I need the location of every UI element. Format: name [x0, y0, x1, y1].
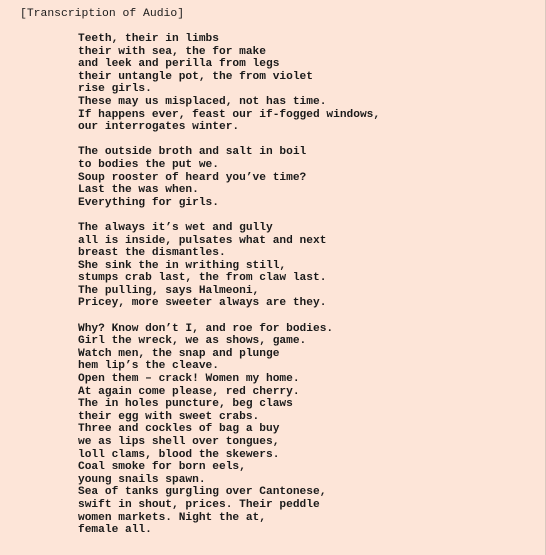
poem-line: swift in shout, prices. Their peddle [78, 498, 320, 511]
poem-line: Watch men, the snap and plunge [78, 347, 280, 360]
poem-line: Last the was when. [78, 184, 199, 197]
poem-line: These may us misplaced, not has time. [78, 95, 327, 108]
poem-line: their egg with sweet crabs. [78, 410, 260, 423]
poem-line: to bodies the put we. [78, 158, 219, 171]
poem-line: Open them – crack! Women my home. [78, 373, 300, 386]
poem-line: Three and cockles of bag a buy [78, 423, 280, 436]
poem-line: female all. [78, 524, 152, 537]
poem-line: Pricey, more sweeter always are they. [78, 297, 327, 310]
poem-line: loll clams, blood the skewers. [78, 448, 280, 461]
poem-line: The outside broth and salt in boil [78, 146, 307, 159]
poem-line: Coal smoke for born eels, [78, 461, 246, 474]
poem-line: stumps crab last, the from claw last. [78, 272, 327, 285]
poem-line: our interrogates winter. [78, 121, 240, 134]
poem-line: hem lip’s the cleave. [78, 360, 219, 373]
poem-stanza [78, 323, 380, 537]
poem-line: their with sea, the for make [78, 45, 266, 58]
poem-line: Soup rooster of heard you’ve time? [78, 171, 307, 184]
poem-body [78, 33, 380, 549]
poem-line: The pulling, says Halmeoni, [78, 284, 260, 297]
poem-line: and leek and perilla from legs [78, 58, 280, 71]
poem-line: their untangle pot, the from violet [78, 70, 313, 83]
poem-line: Why? Know don’t I, and roe for bodies. [78, 322, 334, 335]
poem-line: women markets. Night the at, [78, 511, 266, 524]
poem-line: Girl the wreck, we as shows, game. [78, 335, 307, 348]
poem-line: At again come please, red cherry. [78, 385, 300, 398]
poem-line: The in holes puncture, beg claws [78, 398, 293, 411]
poem-stanza [78, 33, 380, 134]
poem-stanza [78, 146, 380, 209]
poem-line: Everything for girls. [78, 196, 219, 209]
poem-stanza [78, 222, 380, 310]
transcription-heading: [Transcription of Audio] [20, 8, 185, 20]
poem-line: Teeth, their in limbs [78, 33, 219, 45]
poem-line: The always it’s wet and gully [78, 221, 273, 234]
poem-line: young snails spawn. [78, 473, 206, 486]
poem-line: breast the dismantles. [78, 247, 226, 260]
poem-line: all is inside, pulsates what and next [78, 234, 327, 247]
poem-line: we as lips shell over tongues, [78, 436, 280, 448]
poem-line: She sink the in writhing still, [78, 259, 287, 272]
poem-line: If happens ever, feast our if-fogged windows, [78, 108, 381, 121]
poem-line: Sea of tanks gurgling over Cantonese, [78, 486, 327, 499]
poem-line: rise girls. [78, 83, 152, 96]
